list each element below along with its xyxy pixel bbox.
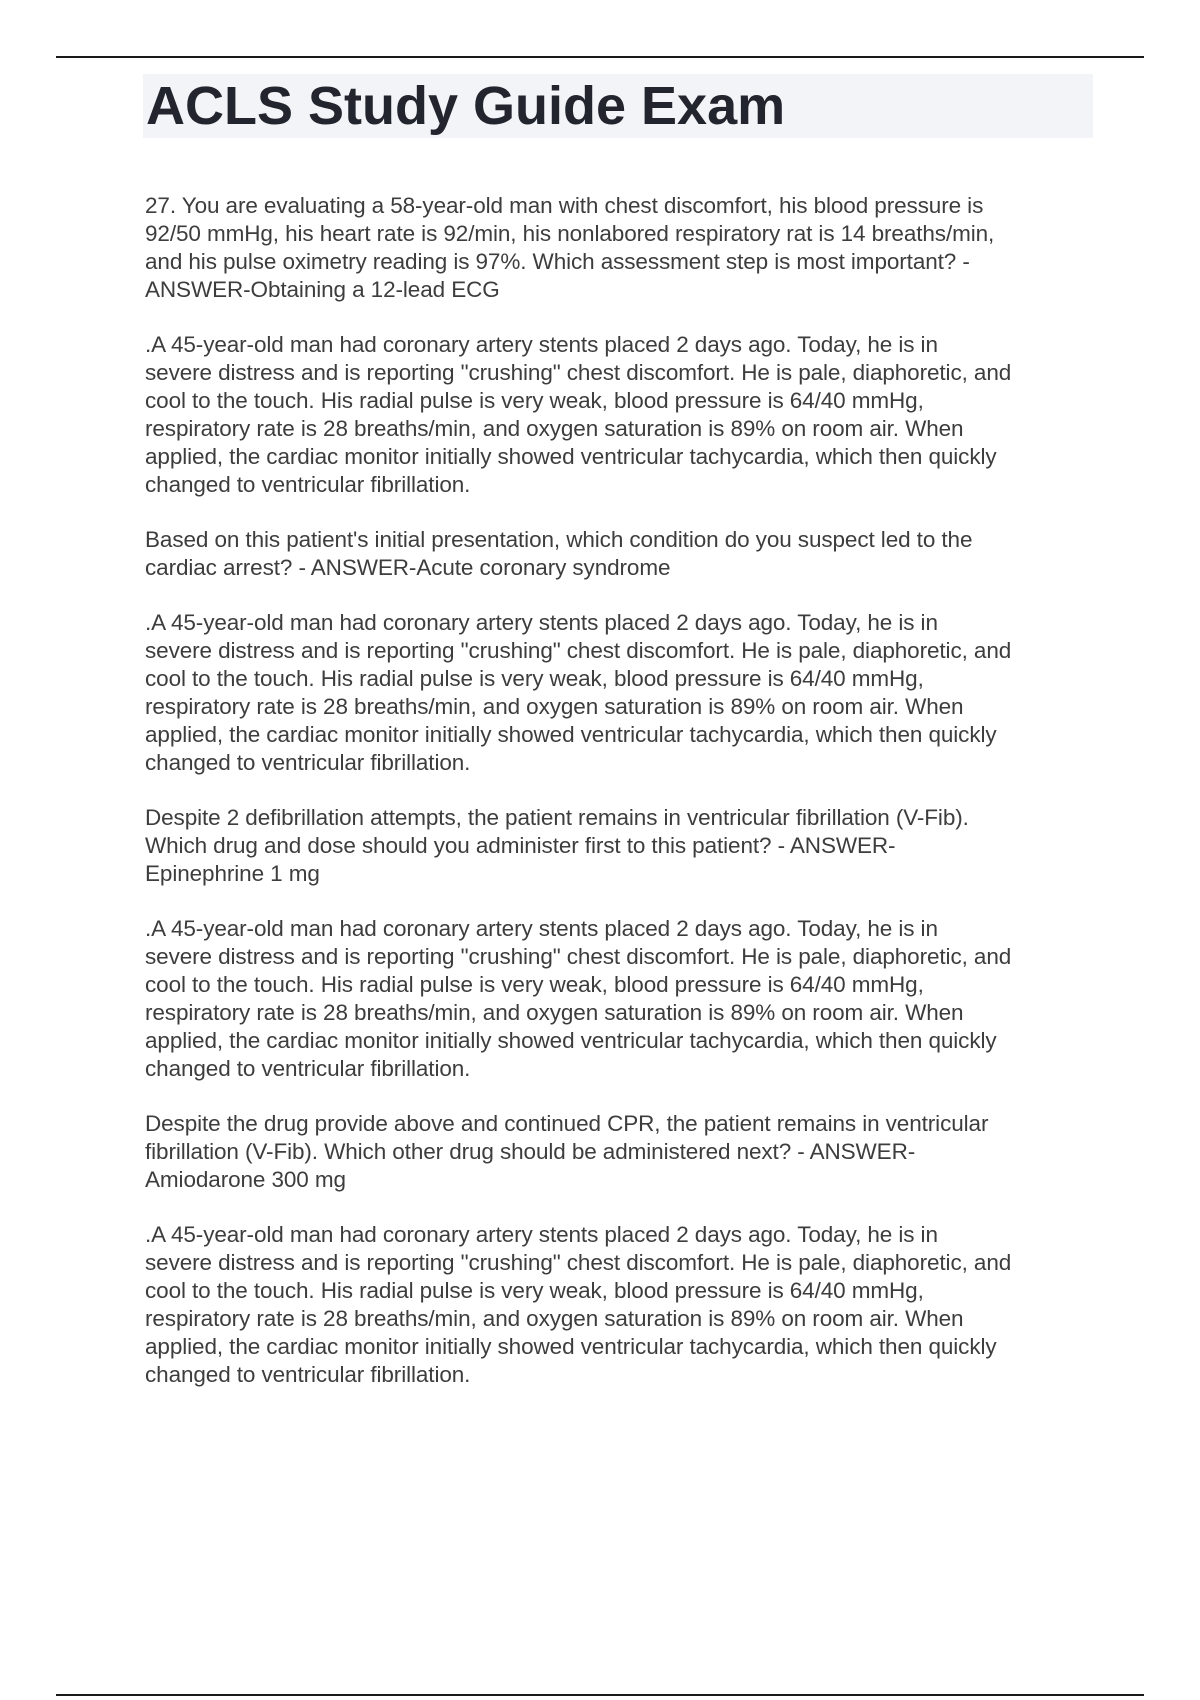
top-rule	[56, 56, 1144, 58]
question-paragraph: 27. You are evaluating a 58-year-old man with chest discomfort, his blood pressure is 92/50 mmHg, his heart rate is 92/min, his nonlabored respiratory rat is 14 breaths/min, and his pulse oximetry reading is 97%. Which assessment step is most important? - ANSWER-Obtaining a 12-lead ECG	[145, 193, 995, 302]
document-body	[145, 192, 1095, 1416]
scenario-paragraph: .A 45-year-old man had coronary artery stents placed 2 days ago. Today, he is in severe distress and is reporting "crushing" chest discomfort. He is pale, diaphoretic, and cool to the touch. His radial pulse is very weak, blood pressure is 64/40 mmHg, respiratory rate is 28 breaths/min, and oxygen saturation is 89% on room air. When applied, the cardiac monitor initially showed ventricular tachycardia, which then quickly changed to ventricular fibrillation.	[145, 916, 1012, 1081]
bottom-rule	[56, 1694, 1144, 1696]
document-title: ACLS Study Guide Exam	[146, 76, 786, 136]
question-paragraph: Despite the drug provide above and continued CPR, the patient remains in ventricular fibrillation (V-Fib). Which other drug should be administered next? - ANSWER- Amiodarone 300 mg	[145, 1111, 989, 1192]
scenario-paragraph: .A 45-year-old man had coronary artery stents placed 2 days ago. Today, he is in severe distress and is reporting "crushing" chest discomfort. He is pale, diaphoretic, and cool to the touch. His radial pulse is very weak, blood pressure is 64/40 mmHg, respiratory rate is 28 breaths/min, and oxygen saturation is 89% on room air. When applied, the cardiac monitor initially showed ventricular tachycardia, which then quickly changed to ventricular fibrillation.	[145, 610, 1012, 775]
scenario-paragraph: .A 45-year-old man had coronary artery stents placed 2 days ago. Today, he is in severe distress and is reporting "crushing" chest discomfort. He is pale, diaphoretic, and cool to the touch. His radial pulse is very weak, blood pressure is 64/40 mmHg, respiratory rate is 28 breaths/min, and oxygen saturation is 89% on room air. When applied, the cardiac monitor initially showed ventricular tachycardia, which then quickly changed to ventricular fibrillation.	[145, 332, 1012, 497]
question-paragraph: Based on this patient's initial presentation, which condition do you suspect led to the cardiac arrest? - ANSWER-Acute coronary syndrome	[145, 527, 973, 580]
question-paragraph: Despite 2 defibrillation attempts, the patient remains in ventricular fibrillation (V-Fib). Which drug and dose should you administer first to this patient? - ANSWER- Epinephrine 1 mg	[145, 805, 969, 886]
scenario-paragraph: .A 45-year-old man had coronary artery stents placed 2 days ago. Today, he is in severe distress and is reporting "crushing" chest discomfort. He is pale, diaphoretic, and cool to the touch. His radial pulse is very weak, blood pressure is 64/40 mmHg, respiratory rate is 28 breaths/min, and oxygen saturation is 89% on room air. When applied, the cardiac monitor initially showed ventricular tachycardia, which then quickly changed to ventricular fibrillation.	[145, 1222, 1012, 1387]
